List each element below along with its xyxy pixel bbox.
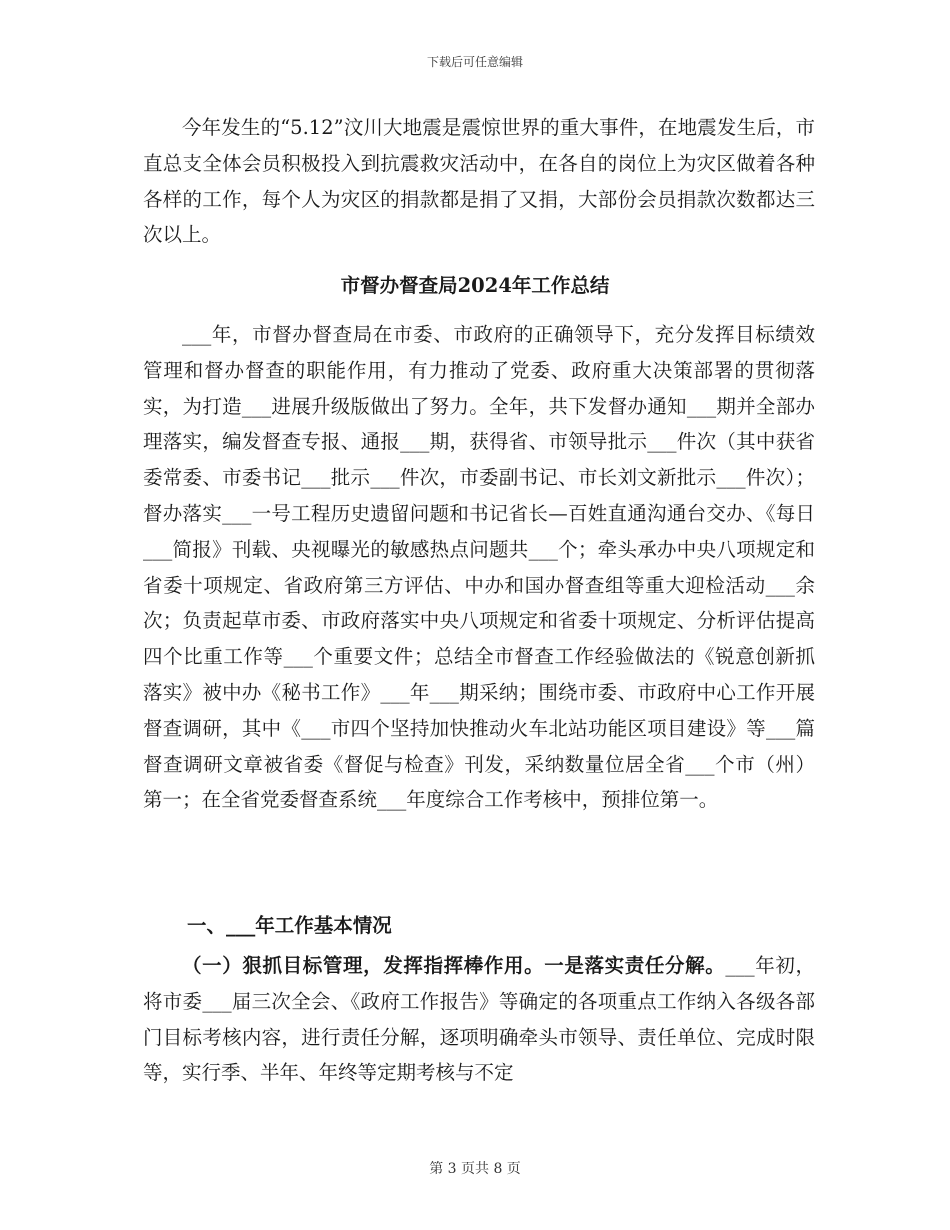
section-heading: 一、___年工作基本情况 [187,914,392,937]
paragraph-earthquake: 今年发生的“5.12”汶川大地震是震惊世界的重大事件，在地震发生后，市直总支全体会员积极投入到抗震救灾活动中，在各自的岗位上为灾区做着各种各样的工作，每个人为灾区的捐款都是捐了又捐，大部份会员捐款次数都达三次以上。 [143,116,815,247]
paragraph-bold-lead: （一）狠抓目标管理，发挥指挥棒作用。一是落实责任分解。 [182,954,726,977]
paragraph-summary: ___年，市督办督查局在市委、市政府的正确领导下，充分发挥目标绩效管理和督办督查的职能作用，有力推动了党委、政府重大决策部署的贯彻落实，为打造___进展升级版做出了努力。全年，共下发督办通知___期并全部办理落实，编发督查专报、通报___期，获得省、市领导批示___件次（其中获省委常委、市委书记___批示___件次，市委副书记、市长刘文新批示___件次）；督办落实___一号工程历史遗留问题和书记省长—百姓直通沟通台交办、《每日___简报》刊载、央视曝光的敏感热点问题共___个；牵头承办中央八项规定和省委十项规定、省政府第三方评估、中办和国办督查组等重大迎检活动___余次；负责起草市委、市政府落实中央八项规定和省委十项规定、分析评估提高四个比重工作等___个重要文件；总结全市督查工作经验做法的《锐意创新抓落实》被中办《秘书工作》___年___期采纳；围绕市委、市政府中心工作开展督查调研，其中《___市四个坚持加快推动火车北站功能区项目建设》等___篇督查调研文章被省委《督促与检查》刊发，采纳数量位居全省___个市（州）第一；在全省党委督查系统___年度综合工作考核中，预排位第一。 [143,323,815,812]
page-header-note: 下载后可任意编辑 [426,55,523,69]
paragraph-target-management [143,948,815,1091]
document-title: 市督办督查局2024年工作总结 [340,274,610,297]
paragraph-rest: ___年初，将市委___届三次全会、《政府工作报告》等确定的各项重点工作纳入各级各部门目标考核内容，进行责任分解，逐项明确牵头市领导、责任单位、完成时限等，实行季、半年、年终等定期考核与不定 [143,954,815,1085]
page-number: 第 3 页共 8 页 [429,1161,521,1177]
